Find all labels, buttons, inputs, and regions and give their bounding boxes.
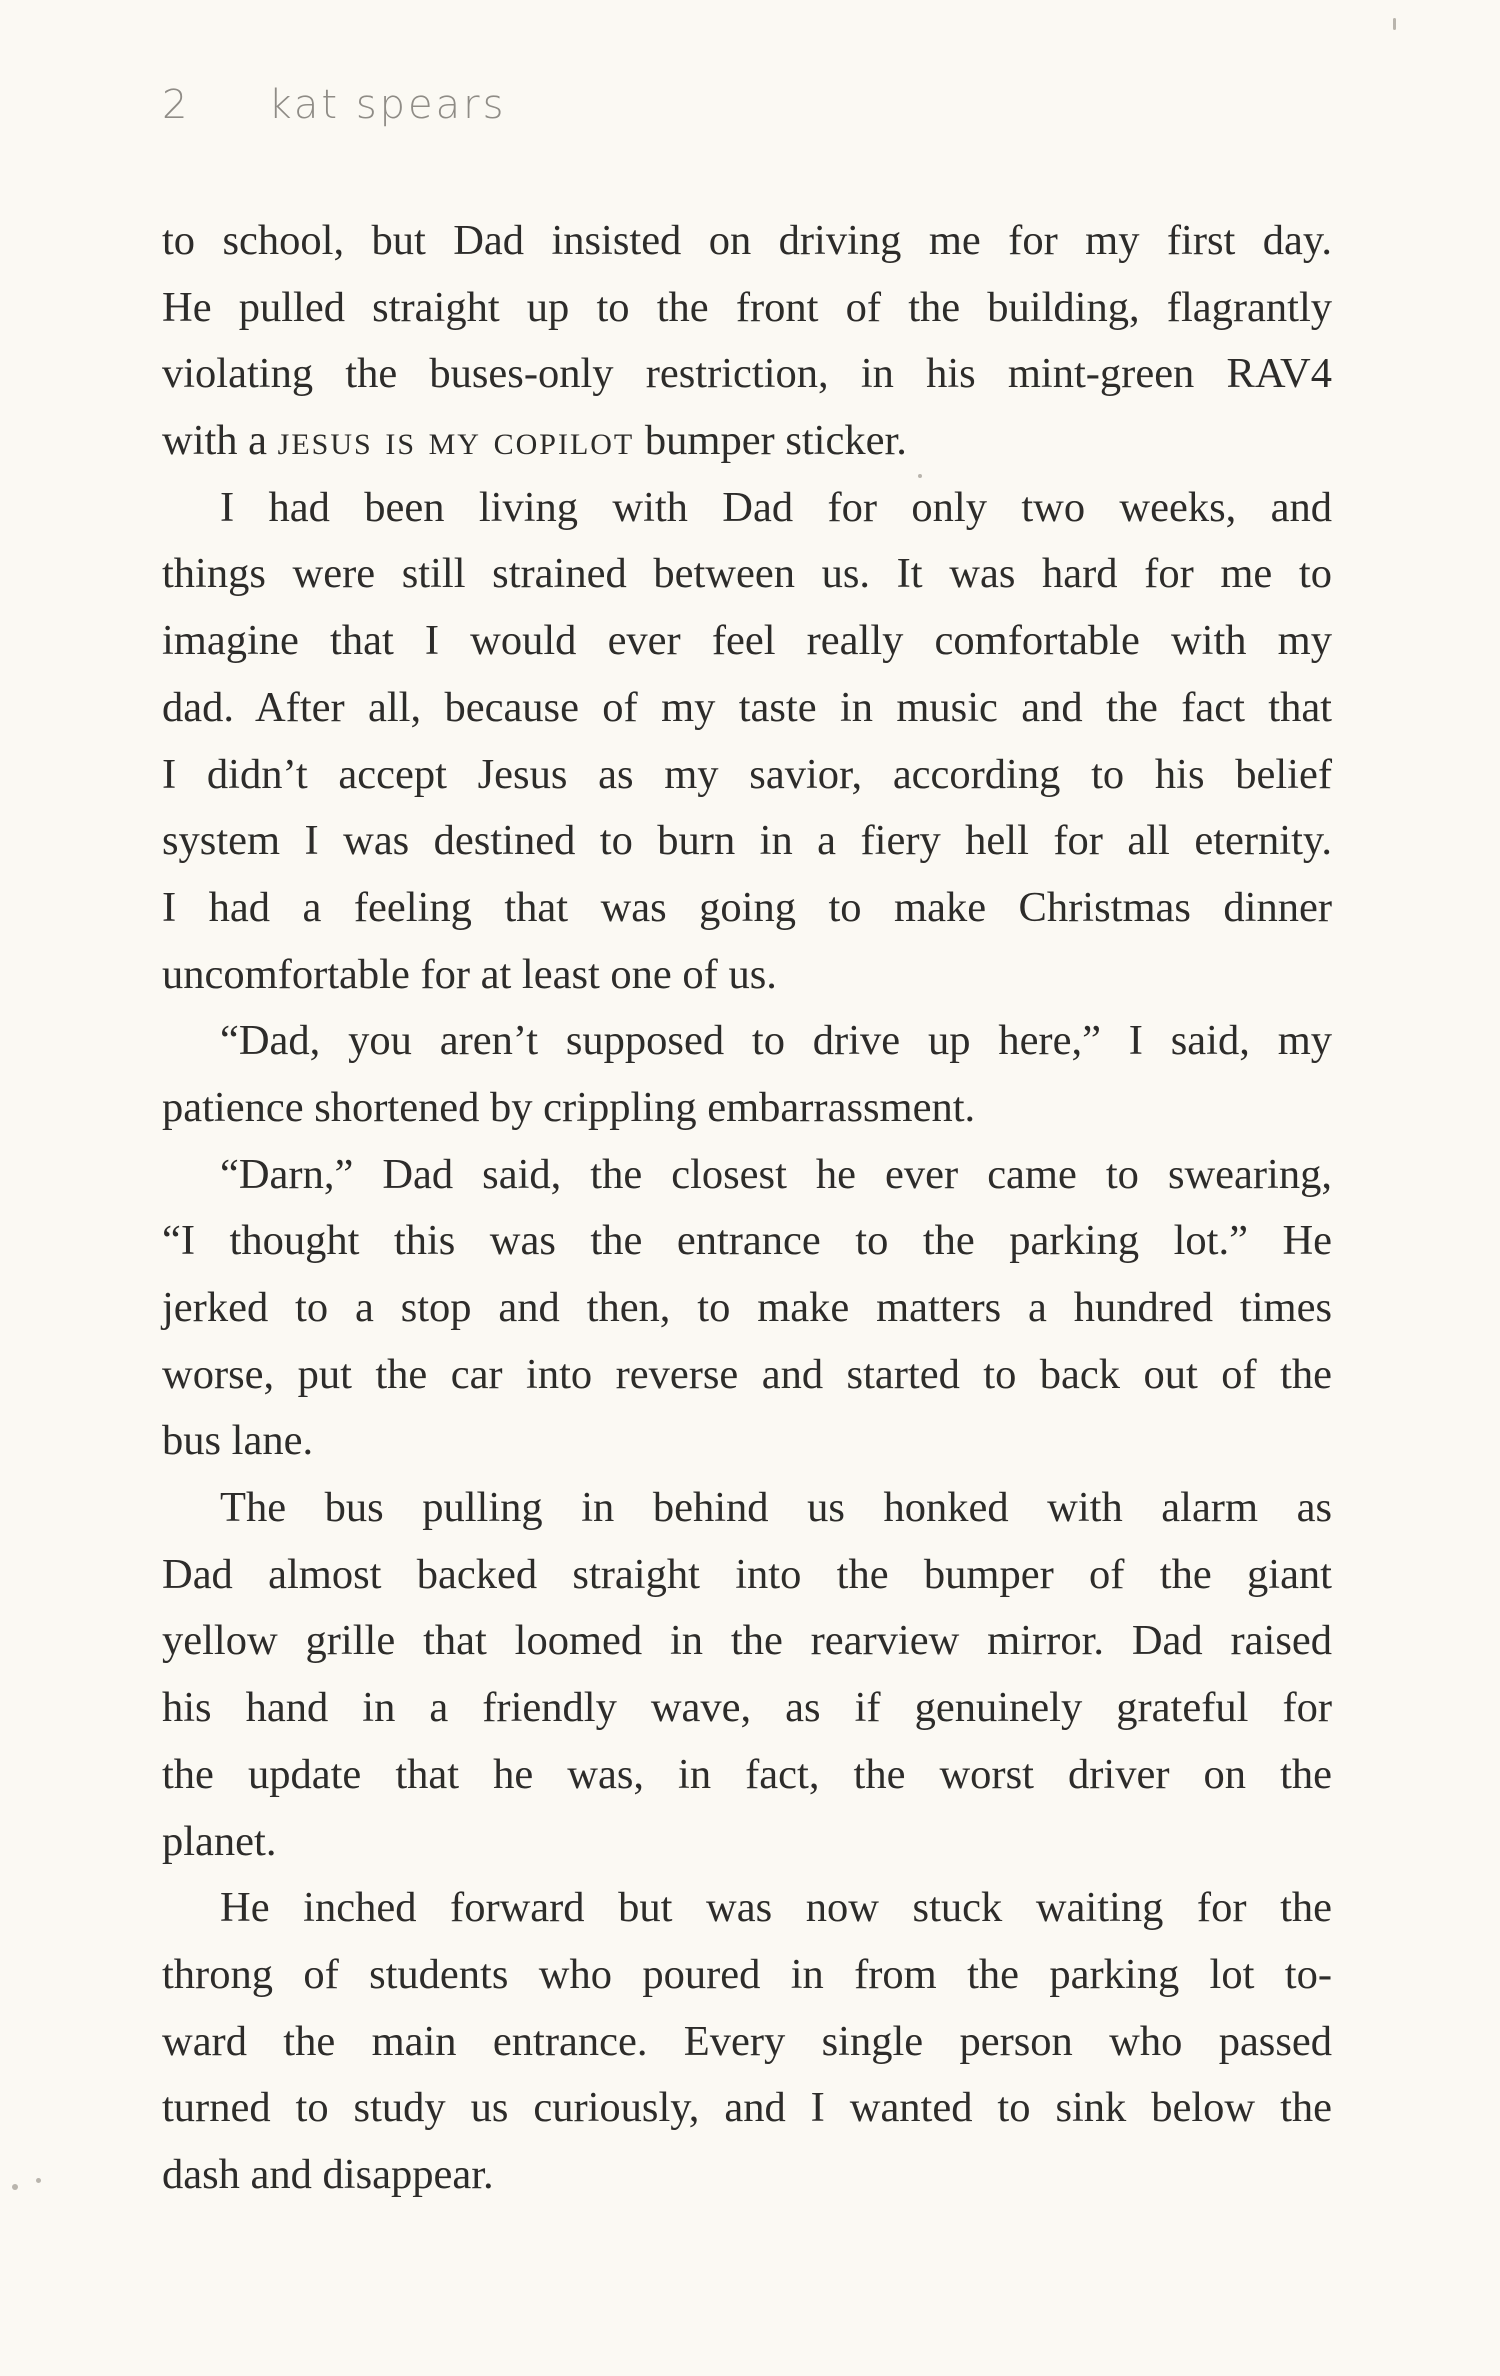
text-line: bus lane. xyxy=(162,1417,314,1465)
paper-speck xyxy=(12,2184,18,2190)
paper-speck xyxy=(918,474,922,478)
text-line: “Dad, you aren’t supposed to drive up here,” I said, my xyxy=(220,1017,1332,1065)
text-line: throng of students who poured in from the parking lot to- xyxy=(162,1950,1332,1998)
page-number: 2 xyxy=(162,82,191,128)
text-line: his hand in a friendly wave, as if genuinely grateful for xyxy=(162,1684,1332,1732)
text-line: worse, put the car into reverse and started to back out of the xyxy=(162,1350,1332,1398)
text-line: dad. After all, because of my taste in music and the fact that xyxy=(162,683,1332,731)
text-line: yellow grille that loomed in the rearview mirror. Dad raised xyxy=(162,1617,1332,1665)
text-line: jerked to a stop and then, to make matters a hundred times xyxy=(162,1284,1332,1331)
text-line xyxy=(162,408,1332,475)
text-line: planet. xyxy=(162,1817,277,1865)
text-line: I had a feeling that was going to make Christmas dinner xyxy=(162,883,1332,931)
text-line: He inched forward but was now stuck waiting for the xyxy=(220,1884,1332,1932)
text-run: bumper sticker. xyxy=(634,417,907,465)
text-line: things were still strained between us. It was hard for me to xyxy=(162,550,1332,598)
text-line: Dad almost backed straight into the bumper of the giant xyxy=(162,1550,1332,1598)
text-line: He pulled straight up to the front of the building, flagrantly xyxy=(162,283,1332,331)
text-line: dash and disappear. xyxy=(162,2150,494,2198)
text-line: to school, but Dad insisted on driving me for my first day. xyxy=(162,217,1332,264)
bumper-sticker-text: jesus is my copilot xyxy=(277,417,635,465)
text-line: “I thought this was the entrance to the parking lot.” He xyxy=(162,1217,1332,1265)
text-line: “Darn,” Dad said, the closest he ever came to swearing, xyxy=(220,1150,1332,1198)
paper-speck xyxy=(36,2178,41,2183)
text-line: The bus pulling in behind us honked with alarm as xyxy=(220,1484,1332,1532)
running-head-author: kat spears xyxy=(268,82,507,128)
text-line: turned to study us curiously, and I wanted to sink below the xyxy=(162,2084,1332,2132)
text-line: imagine that I would ever feel really comfortable with my xyxy=(162,617,1332,665)
running-head xyxy=(162,82,506,128)
text-run: with a xyxy=(162,417,278,465)
text-line: ward the main entrance. Every single person who passed xyxy=(162,2017,1332,2065)
text-line: patience shortened by crippling embarrassment. xyxy=(162,1083,976,1131)
text-line: the update that he was, in fact, the worst driver on the xyxy=(162,1750,1332,1798)
text-line: system I was destined to burn in a fiery hell for all eternity. xyxy=(162,817,1332,865)
text-line: violating the buses-only restriction, in his mint-green RAV4 xyxy=(162,350,1332,398)
text-line: I didn’t accept Jesus as my savior, according to his belief xyxy=(162,750,1332,798)
body-text xyxy=(162,208,1332,2209)
paper-speck xyxy=(1393,18,1396,30)
text-line: uncomfortable for at least one of us. xyxy=(162,950,777,998)
text-line: I had been living with Dad for only two weeks, and xyxy=(220,483,1332,531)
